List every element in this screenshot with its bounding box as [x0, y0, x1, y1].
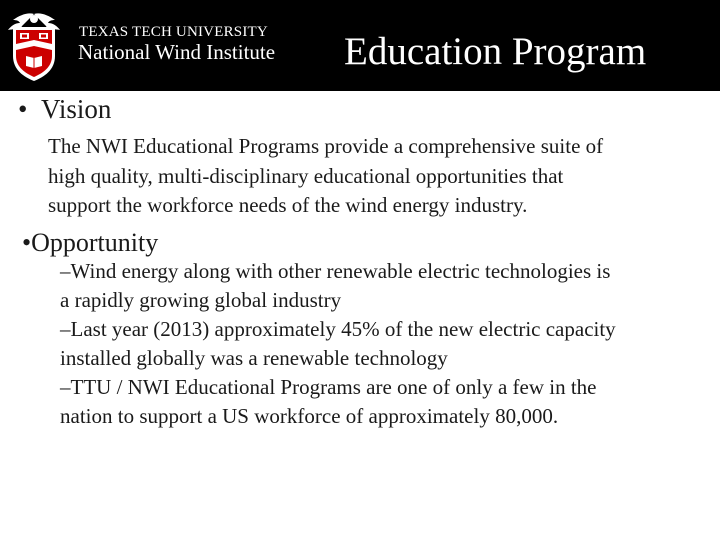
list-item [60, 257, 710, 315]
opportunity-heading-text: Opportunity [31, 228, 159, 257]
paragraph-line: support the workforce needs of the wind energy industry. [48, 193, 528, 217]
paragraph-line: high quality, multi-disciplinary educational opportunities that [48, 163, 564, 188]
bullet-marker: • [18, 94, 28, 124]
list-item-line: –TTU / NWI Educational Programs are one of only a few in the [60, 375, 597, 399]
texas-tech-shield-logo-icon [4, 10, 64, 84]
list-item [60, 373, 710, 431]
list-item-line: –Wind energy along with other renewable electric technologies is [60, 259, 611, 283]
institute-name: National Wind Institute [78, 40, 276, 64]
slide-title: Education Program [344, 30, 647, 73]
list-item-line: –Last year (2013) approximately 45% of the new electric capacity [60, 317, 616, 341]
vision-heading [18, 93, 111, 125]
list-item-line: installed globally was a renewable technology [60, 346, 448, 370]
paragraph-line: The NWI Educational Programs provide a comprehensive suite of [48, 134, 604, 158]
slide-header [0, 0, 720, 91]
list-item-line: nation to support a US workforce of approximately 80,000. [60, 404, 559, 428]
opportunity-heading [22, 227, 158, 259]
list-item-line: a rapidly growing global industry [60, 288, 342, 312]
opportunity-list [60, 257, 710, 431]
vision-paragraph [48, 132, 708, 221]
vision-heading-text: Vision [40, 94, 112, 124]
list-item [60, 315, 710, 373]
university-name: TEXAS TECH UNIVERSITY [79, 24, 268, 40]
bullet-marker: • [22, 228, 32, 257]
